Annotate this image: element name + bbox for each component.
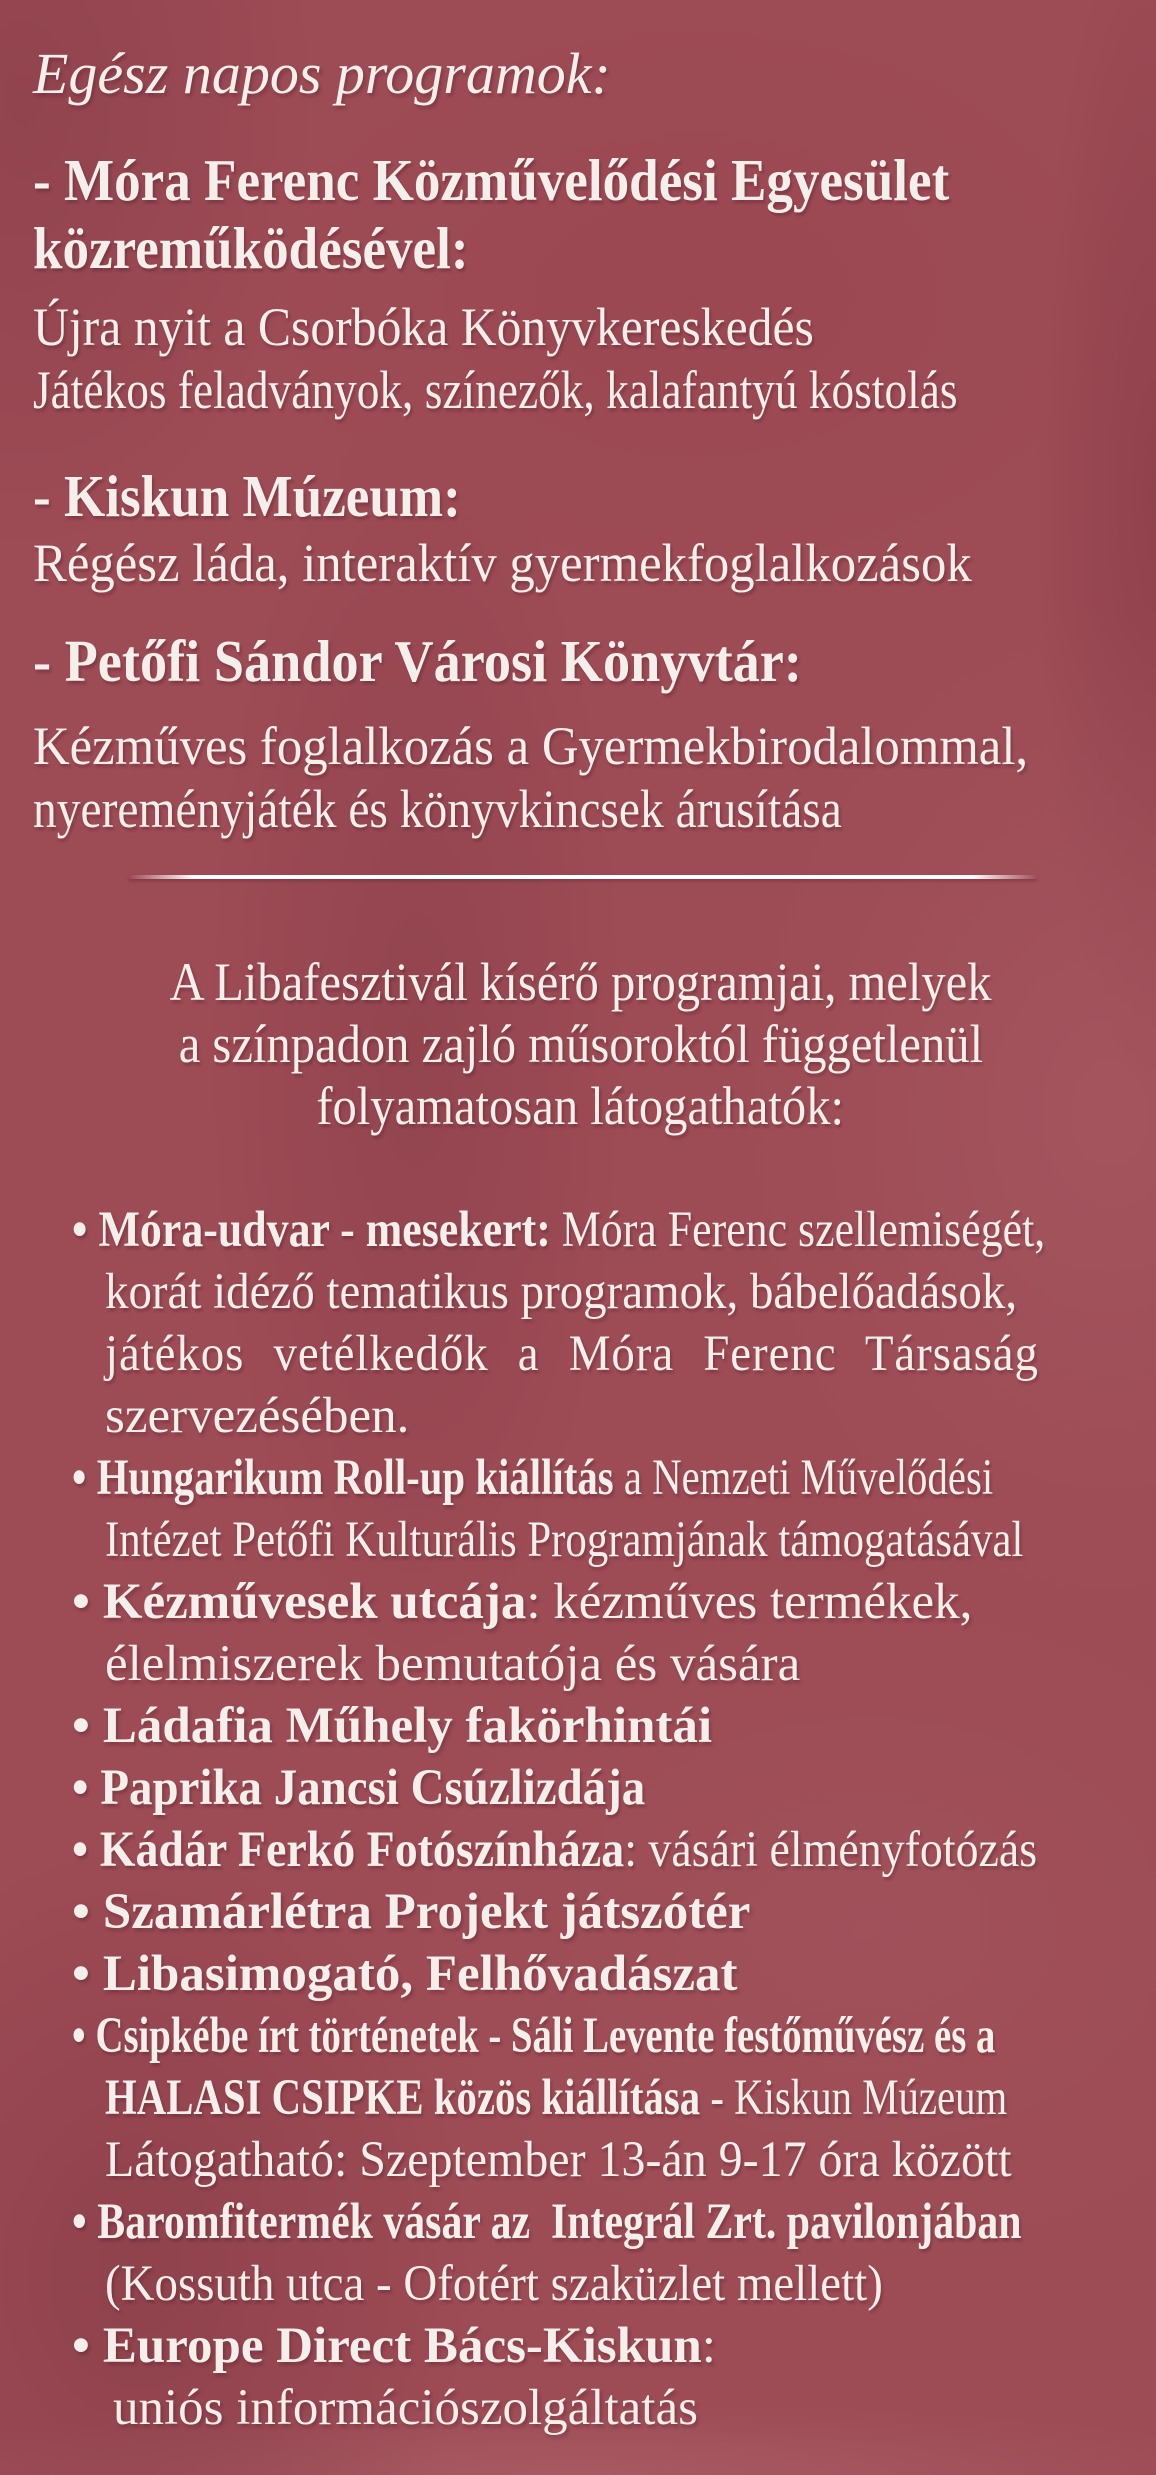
program-regular-text: játékos vetélkedők a Móra Ferenc Társaság xyxy=(105,1326,1039,1382)
program-bold-text: Ládafia Műhely fakörhintái xyxy=(102,1698,713,1754)
program-list xyxy=(33,1199,1128,2439)
program-regular-text: (Kossuth utca - Ofotért szaküzlet mellett) xyxy=(105,2256,883,2312)
program-bold-text: Europe Direct Bács-Kiskun xyxy=(102,2318,702,2374)
program-regular-text: : kézműves termékek, xyxy=(526,1574,973,1630)
program-line-csipke-cont2 xyxy=(33,2129,1128,2191)
program-bold-text: Baromfitermék vásár az Integrál Zrt. pavilonjában xyxy=(97,2194,1022,2250)
org2-desc xyxy=(33,532,1128,595)
program-line-mora-udvar-cont2 xyxy=(33,1323,1128,1385)
side-intro-line2 xyxy=(33,1013,1128,1075)
org3-desc-line1-text: Kézműves foglalkozás a Gyermekbirodalommal, xyxy=(33,716,1029,776)
program-line-paprika xyxy=(33,1757,1128,1819)
org1-desc-line2-text: Játékos feladványok, színezők, kalafantyú kóstolás xyxy=(33,360,958,420)
org1-desc-line1-text: Újra nyit a Csorbóka Könyvkereskedés xyxy=(33,297,814,357)
program-line-szamarletra xyxy=(33,1881,1128,1943)
program-regular-text: korát idéző tematikus programok, bábelőadások, xyxy=(105,1264,1018,1320)
bullet-icon: • xyxy=(72,1202,88,1258)
org1-desc-line1 xyxy=(33,296,1128,359)
program-line-kezmuvesek-cont xyxy=(33,1633,1128,1695)
org3-desc-line2 xyxy=(33,778,1128,841)
program-bold-text: Móra-udvar - mesekert: xyxy=(98,1202,551,1258)
program-bold-text: Hungarikum Roll-up kiállítás xyxy=(96,1450,614,1506)
org2-heading xyxy=(33,462,1128,530)
org1-heading-line2-text: közreműködésével: xyxy=(33,215,469,281)
program-line-hungarikum xyxy=(33,1447,1128,1509)
org1-heading-line1 xyxy=(33,146,1128,214)
program-regular-text: szervezésében. xyxy=(105,1388,410,1444)
program-line-europe-direct-cont xyxy=(33,2377,1128,2439)
bullet-icon: • xyxy=(72,1946,90,2002)
program-regular-text: élelmiszerek bemutatója és vására xyxy=(105,1636,801,1692)
program-line-hungarikum-cont xyxy=(33,1509,1128,1571)
program-line-libasimogato xyxy=(33,1943,1128,2005)
program-line-mora-udvar xyxy=(33,1199,1128,1261)
program-line-baromfitermek xyxy=(33,2191,1128,2253)
program-regular-text: a Nemzeti Művelődési xyxy=(613,1450,994,1506)
bullet-icon: • xyxy=(72,1822,89,1878)
program-regular-text: Látogatható: Szeptember 13-án 9-17 óra között xyxy=(105,2132,1012,2188)
org2-desc-text: Régész láda, interaktív gyermekfoglalkozások xyxy=(33,533,972,593)
org3-heading-text: - Petőfi Sándor Városi Könyvtár: xyxy=(33,628,802,694)
program-regular-text: : xyxy=(701,2318,716,2374)
program-bold-text: Kádár Ferkó Fotószínháza xyxy=(99,1822,625,1878)
org1-heading-line2 xyxy=(33,214,1128,282)
program-line-mora-udvar-cont3 xyxy=(33,1385,1128,1447)
org3-desc-line1 xyxy=(33,715,1128,778)
poster-content xyxy=(0,41,1156,2439)
program-line-kadar-ferko xyxy=(33,1819,1128,1881)
program-bold-text: HALASI CSIPKE közös kiállítása xyxy=(105,2070,701,2126)
bullet-icon: • xyxy=(72,1574,90,1630)
program-bold-text: Libasimogató, Felhővadászat xyxy=(102,1946,738,2002)
all-day-title-text: Egész napos programok: xyxy=(33,41,611,106)
org3-desc-line2-text: nyereményjáték és könyvkincsek árusítása xyxy=(33,779,842,839)
side-intro-line2-text: a színpadon zajló műsoroktól függetlenül xyxy=(178,1014,983,1074)
bullet-icon: • xyxy=(72,2318,90,2374)
program-regular-text: uniós információszolgáltatás xyxy=(113,2380,698,2436)
org1-heading-line1-text: - Móra Ferenc Közművelődési Egyesület xyxy=(33,147,950,213)
bullet-icon: • xyxy=(72,1760,89,1816)
program-line-csipke xyxy=(33,2005,1128,2067)
program-regular-text: : vásári élményfotózás xyxy=(624,1822,1038,1878)
bullet-icon: • xyxy=(72,1450,87,1506)
org2-heading-text: - Kiskun Múzeum: xyxy=(33,463,461,529)
bullet-icon: • xyxy=(72,2008,86,2064)
program-bold-text: Paprika Jancsi Csúzlizdája xyxy=(100,1760,646,1816)
program-line-csipke-cont1 xyxy=(33,2067,1128,2129)
program-line-baromfitermek-cont xyxy=(33,2253,1128,2315)
program-bold-text: Csipkébe írt történetek - Sáli Levente festőművész és a xyxy=(95,2008,996,2064)
side-intro-line3 xyxy=(33,1075,1128,1137)
program-line-mora-udvar-cont1 xyxy=(33,1261,1128,1323)
program-line-ladafia xyxy=(33,1695,1128,1757)
bullet-icon: • xyxy=(72,2194,87,2250)
bullet-icon: • xyxy=(72,1884,90,1940)
program-line-kezmuvesek xyxy=(33,1571,1128,1633)
all-day-title xyxy=(33,41,1128,106)
org1-desc-line2 xyxy=(33,359,1128,422)
section-divider xyxy=(129,875,1037,879)
program-regular-text: - Kiskun Múzeum xyxy=(700,2070,1008,2126)
side-intro-line3-text: folyamatosan látogathatók: xyxy=(316,1076,845,1136)
program-bold-text: Kézművesek utcája xyxy=(102,1574,527,1630)
bullet-icon: • xyxy=(72,1698,90,1754)
org3-heading xyxy=(33,627,1128,695)
program-regular-text: Intézet Petőfi Kulturális Programjának támogatásával xyxy=(105,1512,1024,1568)
program-bold-text: Szamárlétra Projekt játszótér xyxy=(102,1884,751,1940)
program-line-europe-direct xyxy=(33,2315,1128,2377)
program-regular-text: Móra Ferenc szellemiségét, xyxy=(550,1202,1046,1258)
side-intro-line1 xyxy=(33,951,1128,1013)
side-intro-line1-text: A Libafesztivál kísérő programjai, melyek xyxy=(169,952,992,1012)
